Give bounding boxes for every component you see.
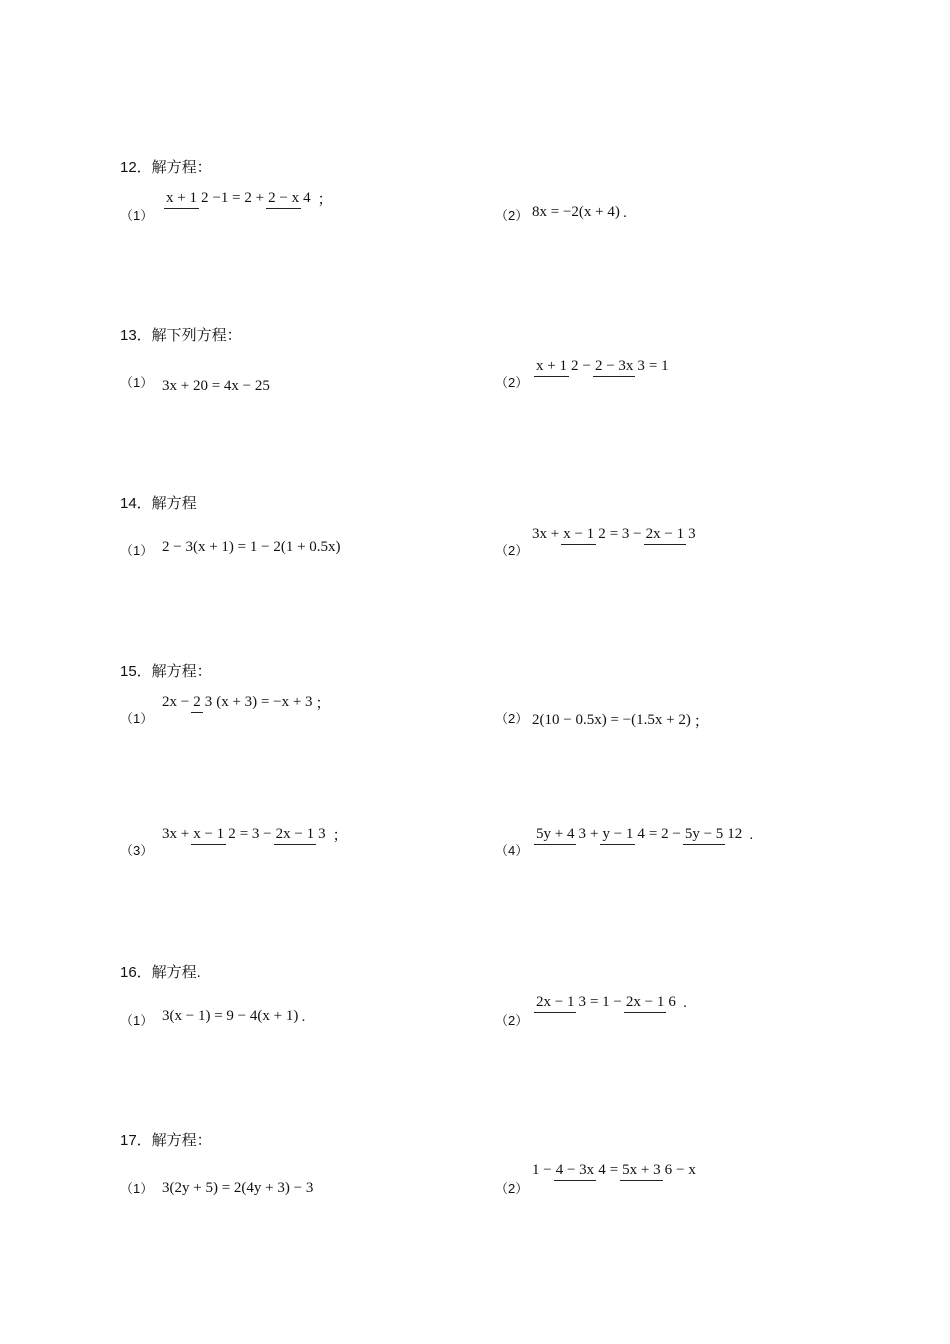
q14-part2-label: （2） [495, 543, 529, 558]
fraction: 2 − x 4 [266, 188, 312, 209]
q17-part2-label: （2） [495, 1181, 529, 1196]
fraction: 4 − 3x 4 [554, 1160, 608, 1181]
q12-part1-label: （1） [120, 208, 154, 223]
q15-part3-equation: 3x + x − 1 2 = 3 − 2x − 1 3 ； [162, 826, 348, 844]
q17-part2-equation: 1 − 4 − 3x 4 = 5x + 3 6 − x [532, 1160, 696, 1181]
fraction: 2x − 1 3 [274, 824, 328, 845]
question-15-title: 15．解方程： [120, 663, 212, 680]
question-16-title: 16．解方程. [120, 964, 201, 981]
question-13-title: 13．解下列方程： [120, 327, 242, 344]
q15-part4-label: （4） [495, 843, 529, 858]
fraction: x + 1 2 [164, 188, 210, 209]
fraction: 2x − 1 6 [624, 992, 678, 1013]
q14-part1-label: （1） [120, 543, 154, 558]
fraction: x − 1 2 [561, 524, 607, 545]
q13-part1-label: （1） [120, 375, 154, 390]
q13-part2-label: （2） [495, 375, 529, 390]
fraction: 2x − 1 3 [644, 524, 698, 545]
fraction: x − 1 2 [191, 824, 237, 845]
fraction: 5x + 3 6 [620, 1160, 674, 1181]
q15-part1-equation: 2x − 2 3 (x + 3) = −x + 3 ； [162, 694, 331, 712]
question-17-title: 17．解方程： [120, 1132, 212, 1149]
q16-part2-equation: 2x − 1 3 = 1 − 2x − 1 6 . [536, 994, 688, 1011]
question-12-title: 12．解方程： [120, 159, 212, 176]
q16-part1-equation: 3(x − 1) = 9 − 4(x + 1) . [162, 1008, 306, 1025]
fraction: 2 3 [191, 692, 214, 713]
q17-part1-equation: 3(2y + 5) = 2(4y + 3) − 3 [162, 1180, 314, 1196]
fraction: 2x − 1 3 [534, 992, 588, 1013]
q16-part2-label: （2） [495, 1013, 529, 1028]
q15-part4-equation: 5y + 4 3 + y − 1 4 = 2 − 5y − 5 12 . [536, 826, 754, 843]
question-14-title: 14．解方程 [120, 495, 197, 512]
q12-part1-equation: x + 1 2 −1 = 2 + 2 − x 4 ； [166, 190, 333, 208]
fraction: 5y − 5 12 [683, 824, 744, 845]
q15-part2-label: （2） [495, 711, 529, 726]
q16-part1-label: （1） [120, 1013, 154, 1028]
q14-part1-equation: 2 − 3(x + 1) = 1 − 2(1 + 0.5x) [162, 539, 341, 555]
q13-part2-equation: x + 1 2 − 2 − 3x 3 = 1 [532, 356, 669, 377]
fraction: 5y + 4 3 [534, 824, 588, 845]
q13-part1-equation: 3x + 20 = 4x − 25 [162, 378, 270, 394]
fraction: y − 1 4 [600, 824, 646, 845]
q15-part3-label: （3） [120, 843, 154, 858]
q12-part2-label: （2） [495, 208, 529, 223]
q15-part1-label: （1） [120, 711, 154, 726]
fraction: 2 − 3x 3 [593, 356, 647, 377]
q17-part1-label: （1） [120, 1181, 154, 1196]
q12-part2-equation: 8x = −2(x + 4) . [532, 204, 628, 221]
q15-part2-equation: 2(10 − 0.5x) = −(1.5x + 2) ； [532, 712, 709, 730]
q14-part2-equation: 3x + x − 1 2 = 3 − 2x − 1 3 [532, 524, 700, 545]
fraction: x + 1 2 [534, 356, 580, 377]
